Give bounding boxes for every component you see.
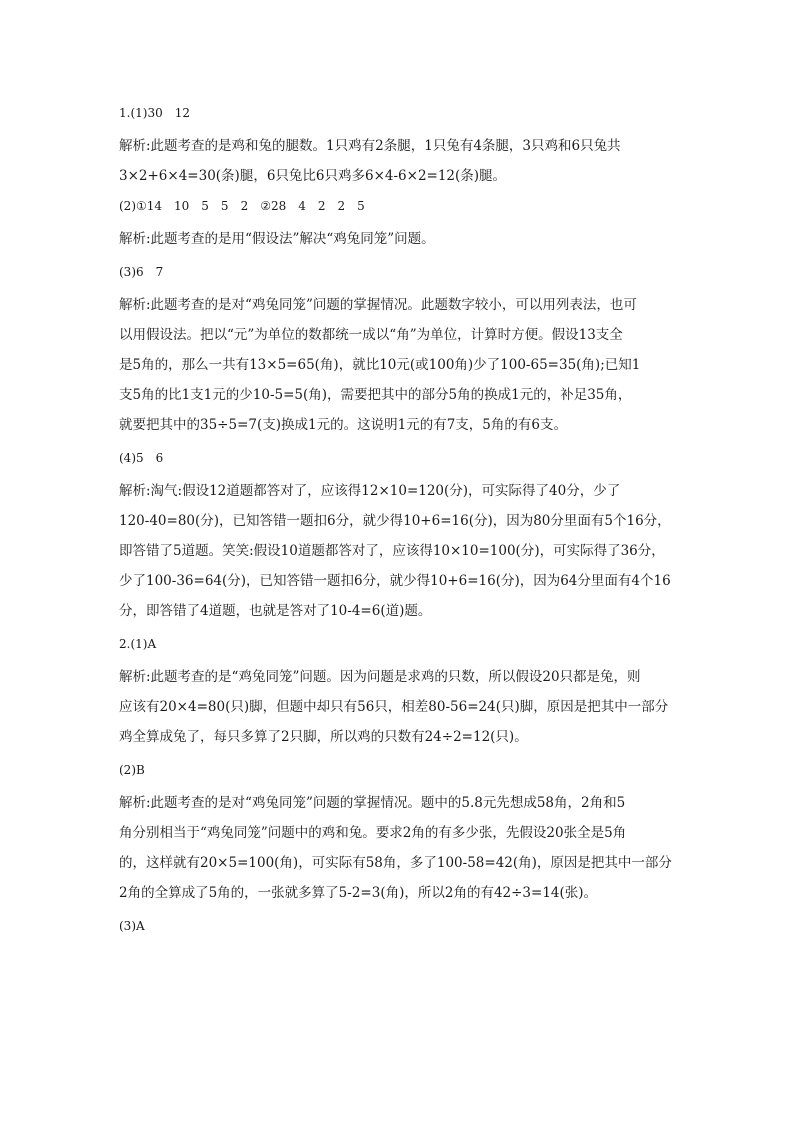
answer-1-1: 1.(1)30 12 [119, 106, 190, 120]
analysis-line: 2角的全算成了5角的，一张就多算了5-2=3(角)，所以2角的有42÷3=14(张)。 [119, 885, 598, 901]
analysis-line: 角分别相当于“鸡兔同笼”问题中的鸡和兔。要求2角的有多少张，先假设20张全是5角 [119, 825, 627, 841]
analysis-line: 是5角的，那么一共有13×5=65(角)，就比10元(或100角)少了100-65=35(角);已知1 [119, 357, 641, 373]
analysis-line: 即答错了5道题。笑笑:假设10道题都答对了，应该得10×10=100(分)，可实际得了36分， [119, 543, 665, 559]
analysis-line: 120-40=80(分)，已知答错一题扣6分，就少得10+6=16(分)，因为80分里面有5个16分， [119, 513, 671, 529]
analysis-line: 应该有20×4=80(只)脚，但题中却只有56只，相差80-56=24(只)脚，原因是把其中一部分 [119, 699, 669, 715]
answer-1-2: (2)①14 10 5 5 2 ②28 4 2 2 5 [119, 199, 365, 213]
analysis-line: 鸡全算成兔了，每只多算了2只脚，所以鸡的只数有24÷2=12(只)。 [119, 729, 528, 745]
analysis-line: 3×2+6×4=30(条)腿，6只兔比6只鸡多6×4-6×2=12(条)腿。 [119, 168, 507, 184]
answer-2-3: (3)A [119, 919, 145, 933]
analysis-line: 解析:此题考查的是用“假设法”解决“鸡兔同笼”问题。 [119, 231, 435, 247]
answer-1-4: (4)5 6 [119, 451, 164, 465]
answer-2-1: 2.(1)A [119, 637, 157, 651]
answer-document [119, 104, 684, 935]
analysis-line: 以用假设法。把以“元”为单位的数都统一成以“角”为单位，计算时方便。假设13支全 [119, 327, 623, 343]
answer-2-2: (2)B [119, 763, 145, 777]
analysis-line: 分，即答错了4道题，也就是答对了10-4=6(道)题。 [119, 603, 432, 619]
analysis-line: 少了100-36=64(分)，已知答错一题扣6分，就少得10+6=16(分)，因为64分里面有4个16 [119, 573, 671, 589]
analysis-line: 解析:此题考查的是对“鸡兔同笼”问题的掌握情况。题中的5.8元先想成58角，2角和5 [119, 795, 626, 811]
analysis-line: 解析:此题考查的是鸡和兔的腿数。1只鸡有2条腿，1只兔有4条腿，3只鸡和6只兔共 [119, 138, 621, 154]
answer-1-3: (3)6 7 [119, 265, 164, 279]
analysis-line: 解析:此题考查的是对“鸡兔同笼”问题的掌握情况。此题数字较小，可以用列表法，也可 [119, 297, 637, 313]
analysis-line: 的，这样就有20×5=100(角)，可实际有58角，多了100-58=42(角)，原因是把其中一部分 [119, 855, 672, 871]
analysis-line: 解析:淘气:假设12道题都答对了，应该得12×10=120(分)，可实际得了40分，少了 [119, 483, 621, 499]
analysis-line: 就要把其中的35÷5=7(支)换成1元的。这说明1元的有7支，5角的有6支。 [119, 417, 567, 433]
analysis-line: 解析:此题考查的是“鸡兔同笼”问题。因为问题是求鸡的只数，所以假设20只都是兔，则 [119, 669, 641, 685]
analysis-line: 支5角的比1支1元的少10-5=5(角)，需要把其中的部分5角的换成1元的，补足35角， [119, 387, 632, 403]
